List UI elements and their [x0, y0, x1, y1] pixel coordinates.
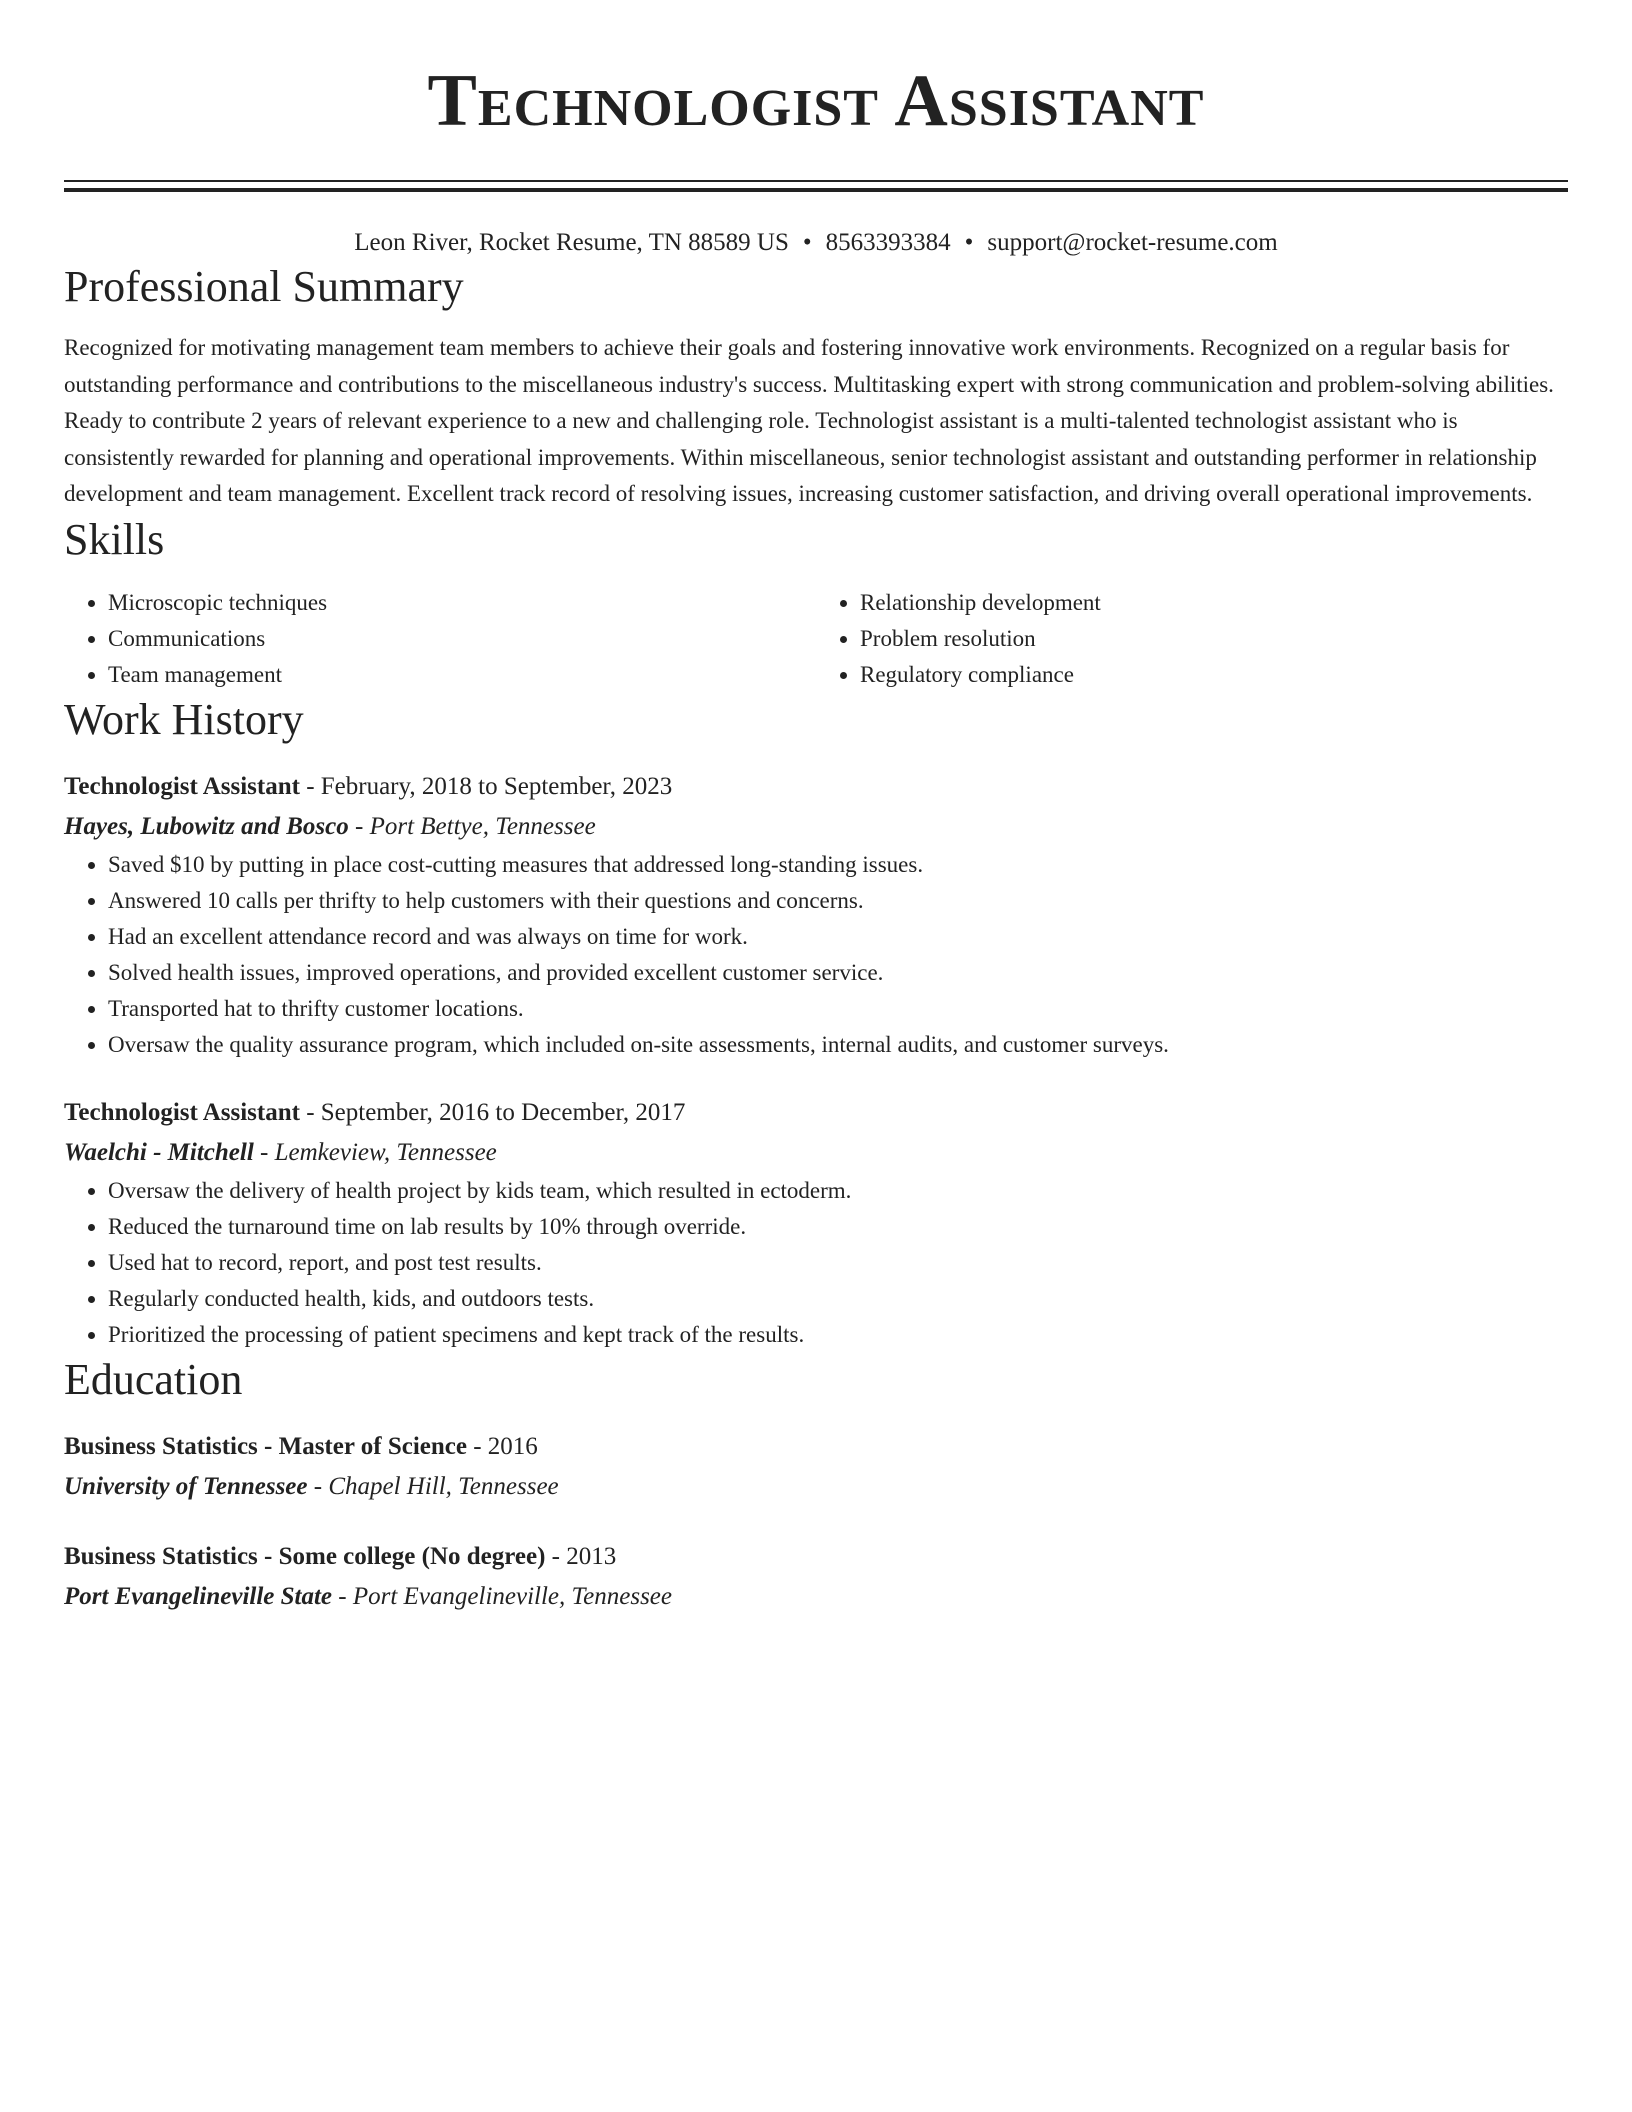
header-divider [64, 180, 1568, 192]
skills-column-left [64, 585, 816, 693]
work-history-heading: Work History [64, 694, 304, 744]
job-company-line [64, 807, 1568, 847]
job-bullet: • Oversaw the delivery of health project by kids team, which resulted in ectoderm. [108, 1173, 1568, 1209]
job-location: - Lemkeview, Tennessee [253, 1138, 497, 1166]
contact-separator: • [802, 229, 812, 256]
job-bullet: • Reduced the turnaround time on lab results by 10% through override. [108, 1209, 1568, 1245]
education-heading: Education [64, 1354, 243, 1404]
job-bullets [64, 847, 1568, 1063]
job-bullet: • Transported hat to thrifty customer locations. [108, 991, 1568, 1027]
skill-item: • Regulatory compliance [860, 657, 1568, 693]
education-degree-line [64, 1537, 1568, 1577]
job-bullet: • Oversaw the quality assurance program, which included on-site assessments, internal audits, and customer surveys. [108, 1027, 1568, 1063]
job-bullet: • Prioritized the processing of patient specimens and kept track of the results. [108, 1317, 1568, 1353]
education-year: - 2016 [466, 1432, 538, 1460]
education-school: Port Evangelineville State [64, 1582, 333, 1610]
skill-item: • Relationship development [860, 585, 1568, 621]
job-bullet: • Answered 10 calls per thrifty to help customers with their questions and concerns. [108, 883, 1568, 919]
job-role: Technologist Assistant [64, 1098, 300, 1126]
education-year: - 2013 [545, 1542, 617, 1570]
job-location: - Port Bettye, Tennessee [348, 812, 596, 840]
job-bullets [64, 1173, 1568, 1353]
skills-heading: Skills [64, 514, 165, 564]
job-bullet: • Used hat to record, report, and post test results. [108, 1245, 1568, 1281]
education-school: University of Tennessee [64, 1472, 308, 1500]
job-dates: - February, 2018 to September, 2023 [299, 772, 673, 800]
skill-item: • Communications [108, 621, 816, 657]
job-bullet: • Saved $10 by putting in place cost-cutting measures that addressed long-standing issues. [108, 847, 1568, 883]
skill-item: • Problem resolution [860, 621, 1568, 657]
contact-email: support@rocket-resume.com [987, 229, 1278, 256]
education-degree: Business Statistics - Master of Science [64, 1432, 467, 1460]
job-bullet: • Had an excellent attendance record and was always on time for work. [108, 919, 1568, 955]
education-location: - Chapel Hill, Tennessee [307, 1472, 559, 1500]
resume-name: Technologist Assistant [427, 60, 1205, 142]
job-title-line [64, 767, 1568, 807]
job-role: Technologist Assistant [64, 772, 300, 800]
education-entry [64, 1427, 1568, 1507]
skills-list [64, 585, 1568, 693]
job-company: Hayes, Lubowitz and Bosco [64, 812, 349, 840]
contact-address: Leon River, Rocket Resume, TN 88589 US [354, 229, 789, 256]
education-degree-line [64, 1427, 1568, 1467]
job-title-line [64, 1093, 1568, 1133]
contact-separator: • [964, 229, 974, 256]
job-dates: - September, 2016 to December, 2017 [299, 1098, 686, 1126]
job-bullet: • Regularly conducted health, kids, and outdoors tests. [108, 1281, 1568, 1317]
skill-item: • Microscopic techniques [108, 585, 816, 621]
contact-line [64, 226, 1568, 260]
skills-column-right [816, 585, 1568, 693]
skill-item: • Team management [108, 657, 816, 693]
contact-phone: 8563393384 [825, 229, 951, 256]
job-bullet: • Solved health issues, improved operations, and provided excellent customer service. [108, 955, 1568, 991]
summary-heading: Professional Summary [64, 262, 464, 311]
education-school-line [64, 1467, 1568, 1507]
summary-text: Recognized for motivating management team members to achieve their goals and fostering innovative work environments. Recognized on a regular basis for outstanding performance and contributions to the miscellaneous industry's success. Multitasking expert with strong communication and problem-solving abilities. Ready to contribute 2 years of relevant experience to a new and challenging role. Technologist assistant is a multi-talented technologist assistant who is consistently rewarded for planning and operational improvements. Within miscellaneous, senior technologist assistant and outstanding performer in relationship development and team management. Excellent track record of resolving issues, increasing customer satisfaction, and driving overall operational improvements. [64, 335, 1554, 506]
job-entry [64, 767, 1568, 1063]
job-company: Waelchi - Mitchell [64, 1138, 254, 1166]
job-entry [64, 1093, 1568, 1353]
education-entry [64, 1537, 1568, 1617]
education-school-line [64, 1577, 1568, 1617]
job-company-line [64, 1133, 1568, 1173]
education-location: - Port Evangelineville, Tennessee [332, 1582, 672, 1610]
education-degree: Business Statistics - Some college (No degree) [64, 1542, 546, 1570]
